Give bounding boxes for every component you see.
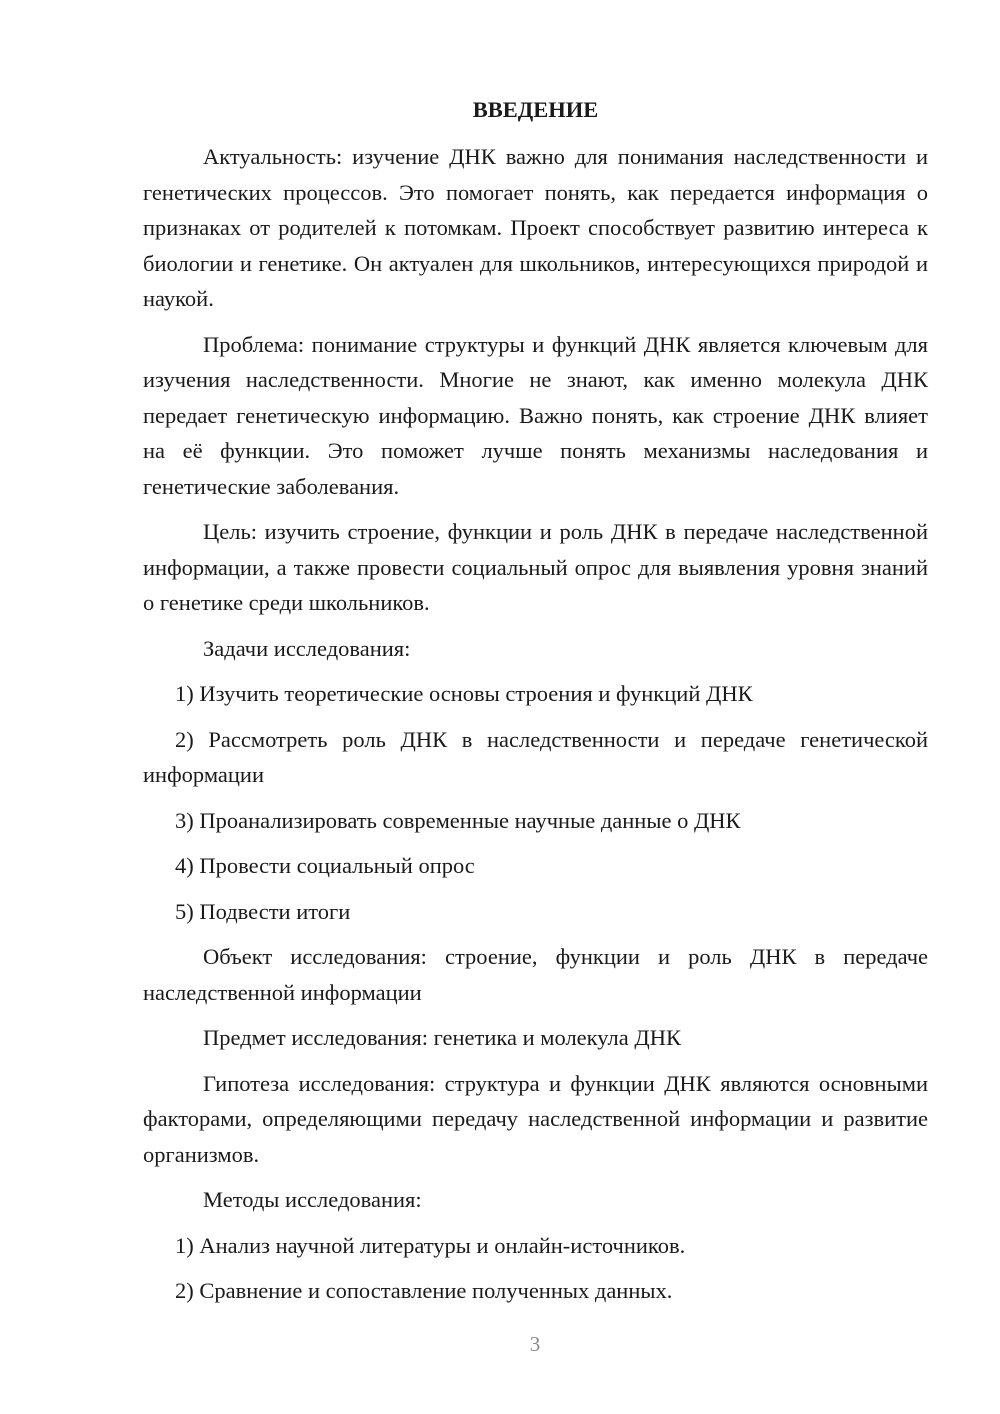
task-item: 2) Рассмотреть роль ДНК в наследственности и передаче генетической информации (143, 726, 928, 787)
paragraph-subject: Предмет исследования: генетика и молекула ДНК (203, 1025, 681, 1050)
paragraph-goal: Цель: изучить строение, функции и роль ДНК в передаче наследственной информации, а также провести социальный опрос для выявления уровня знаний о генетике среди школьников. (143, 519, 928, 615)
tasks-list (143, 676, 928, 929)
tasks-heading: Задачи исследования: (203, 635, 411, 661)
paragraph-problem: Проблема: понимание структуры и функций ДНК является ключевым для изучения наследственности. Многие не знают, как именно молекула ДНК передает генетическую информацию. Важно понять, как строение ДНК влияет на её функции. Это поможет лучше понять механизмы наследования и генетические заболевания. (143, 331, 928, 499)
paragraph-relevance: Актуальность: изучение ДНК важно для понимания наследственности и генетических процессов. Это помогает понять, как передается информация о признаках от родителей к потомкам. Проект способствует развитию интереса к биологии и генетике. Он актуален для школьников, интересующихся природой и наукой. (143, 144, 928, 311)
paragraph-object: Объект исследования: строение, функции и роль ДНК в передаче наследственной информации (143, 944, 928, 1005)
task-item: 3) Проанализировать современные научные данные о ДНК (175, 807, 741, 833)
method-item: 2) Сравнение и сопоставление полученных данных. (175, 1278, 673, 1303)
methods-heading: Методы исследования: (203, 1187, 422, 1212)
document-page (143, 92, 928, 1319)
page-number: 3 (529, 1332, 541, 1356)
paragraph-hypothesis: Гипотеза исследования: структура и функции ДНК являются основными факторами, определяющими передачу наследственной информации и развитие организмов. (143, 1070, 928, 1167)
task-item: 1) Изучить теоретические основы строения и функций ДНК (175, 681, 753, 706)
section-title: ВВЕДЕНИЕ (472, 97, 599, 122)
method-item: 1) Анализ научной литературы и онлайн-источников. (175, 1232, 686, 1258)
task-item: 4) Провести социальный опрос (175, 853, 475, 878)
methods-list (143, 1228, 928, 1309)
task-item: 5) Подвести итоги (175, 898, 351, 924)
